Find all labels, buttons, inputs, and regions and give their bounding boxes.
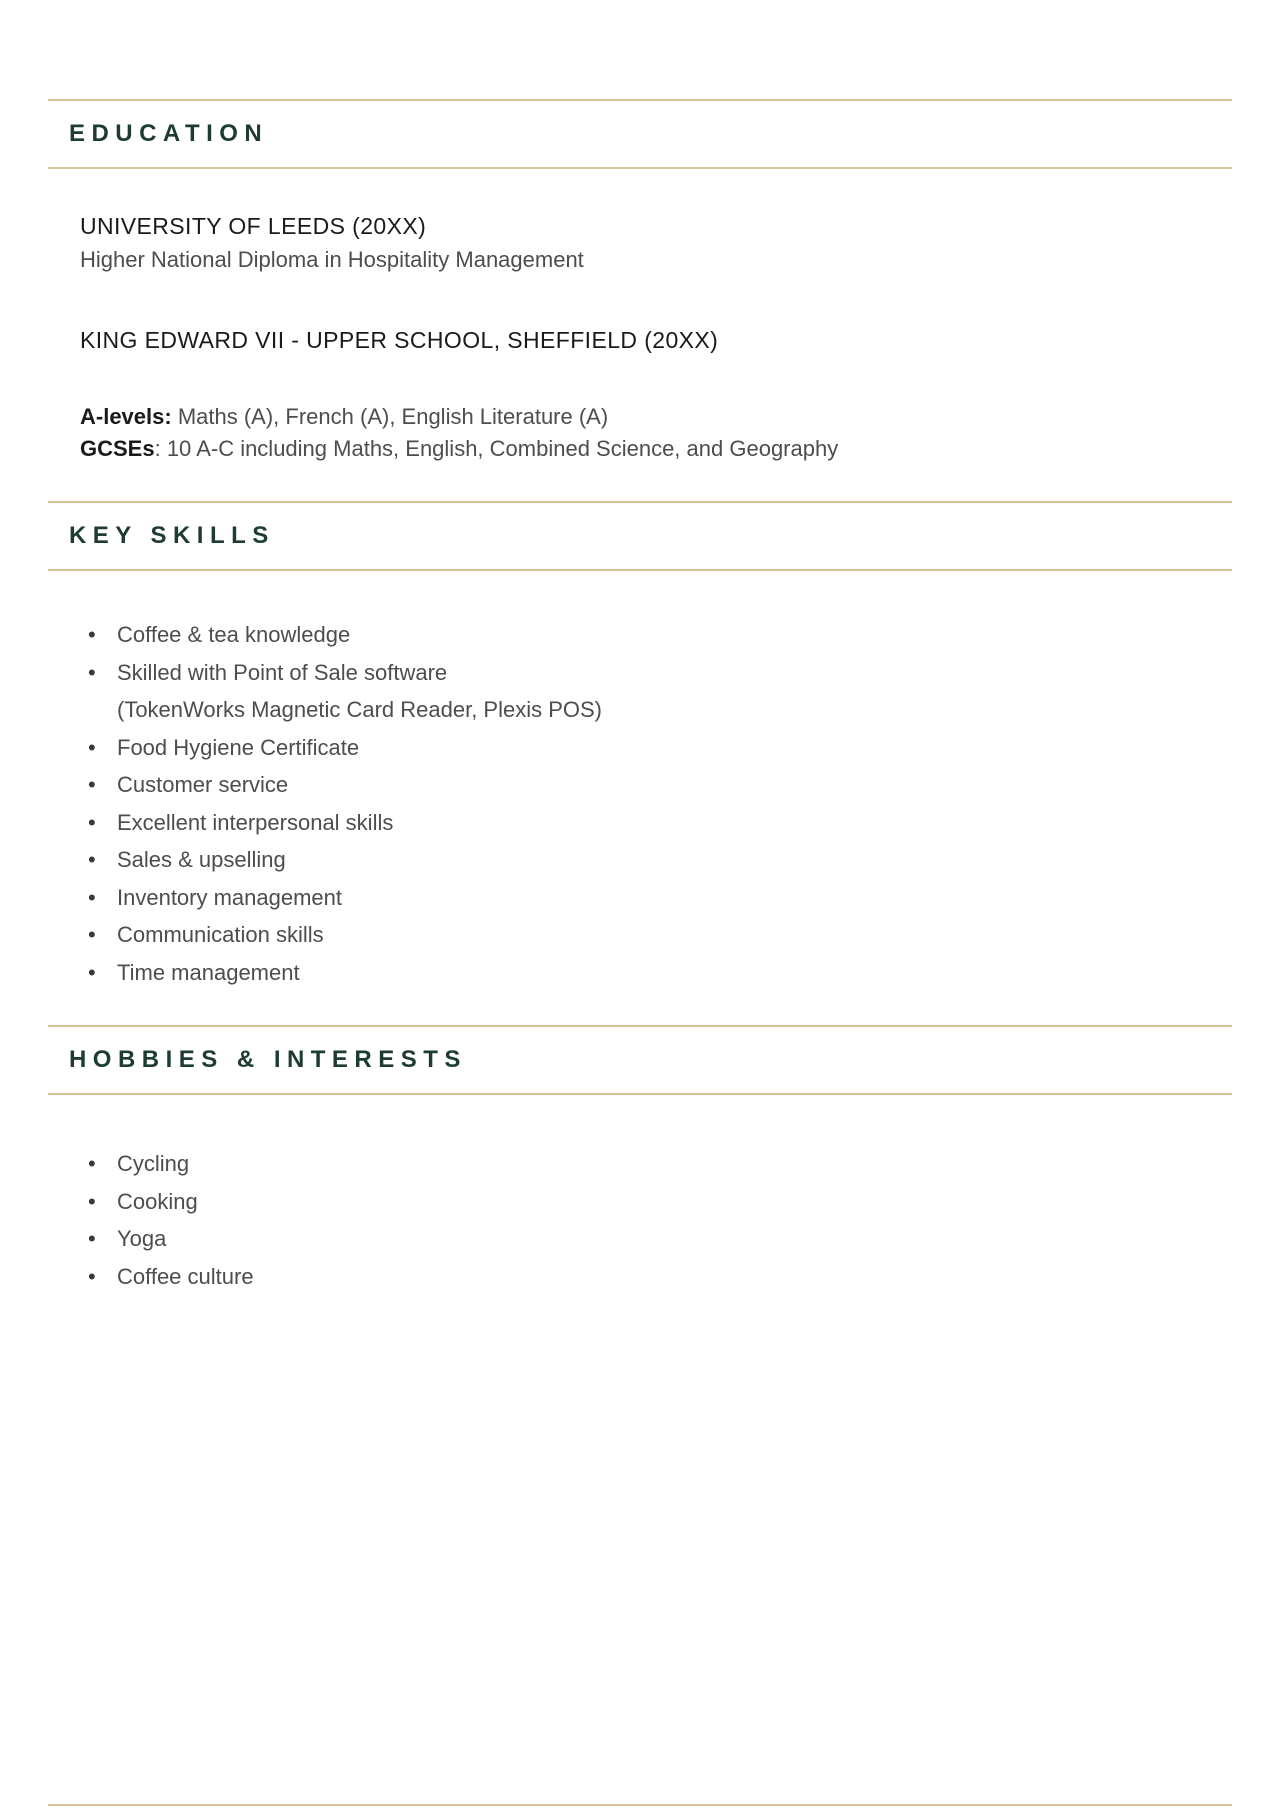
list-item [48, 879, 1232, 917]
a-levels-label: A-levels: [80, 404, 172, 429]
divider [48, 99, 1232, 101]
bullet-icon: • [88, 959, 96, 985]
education-results [80, 401, 1232, 465]
page-bottom-divider [48, 1804, 1232, 1806]
bullet-icon: • [88, 884, 96, 910]
list-item [48, 766, 1232, 804]
hobbies-list [48, 1145, 1232, 1295]
bullet-icon: • [88, 847, 96, 872]
spacer [48, 991, 1232, 1025]
list-item [48, 954, 1232, 992]
bullet-icon: • [88, 622, 96, 647]
skill-text: Sales & upselling [117, 847, 286, 872]
list-item [48, 1183, 1232, 1221]
list-item [48, 841, 1232, 879]
hobby-text: Yoga [117, 1226, 167, 1251]
a-levels-line [80, 401, 1232, 433]
skill-text: Excellent interpersonal skills [117, 809, 394, 835]
hobby-text: Cycling [117, 1151, 190, 1176]
bullet-icon: • [88, 659, 96, 685]
bullet-icon: • [88, 1263, 96, 1289]
education-body [48, 209, 1232, 501]
bullet-icon: • [88, 1151, 96, 1176]
list-item [48, 916, 1232, 954]
skill-text: Time management [117, 959, 300, 985]
gcses-line [80, 433, 1232, 465]
education-degree: Higher National Diploma in Hospitality Management [80, 247, 584, 272]
key-skills-list [48, 616, 1232, 991]
divider [48, 501, 1232, 503]
divider [48, 1093, 1232, 1095]
education-section-title: EDUCATION [69, 120, 269, 147]
list-item [48, 804, 1232, 842]
divider [48, 1025, 1232, 1027]
skill-text: Food Hygiene Certificate [117, 734, 360, 760]
skill-text-continuation: (TokenWorks Magnetic Card Reader, Plexis POS) [117, 697, 602, 722]
section-key-skills [48, 501, 1232, 1025]
hobbies-section-title: HOBBIES & INTERESTS [69, 1046, 467, 1073]
bullet-icon: • [88, 1188, 96, 1214]
list-item [48, 616, 1232, 654]
bullet-icon: • [88, 772, 96, 797]
bullet-icon: • [88, 734, 96, 760]
bullet-icon: • [88, 809, 96, 835]
education-school-name: KING EDWARD VII - UPPER SCHOOL, SHEFFIELD (20XX) [80, 327, 719, 353]
education-school-name: UNIVERSITY OF LEEDS (20XX) [80, 213, 427, 239]
section-education [48, 99, 1232, 501]
list-item [48, 1220, 1232, 1258]
gcses-label: GCSEs [80, 436, 155, 461]
key-skills-section-title: KEY SKILLS [69, 522, 275, 549]
skill-text: Customer service [117, 772, 289, 797]
gcses-value: : 10 A-C including Maths, English, Combined Science, and Geography [154, 436, 839, 461]
divider [48, 569, 1232, 571]
section-hobbies [48, 1025, 1232, 1295]
hobby-text: Coffee culture [117, 1263, 254, 1289]
a-levels-value: Maths (A), French (A), English Literature (A) [171, 404, 609, 429]
bullet-icon: • [88, 922, 96, 947]
skill-text: Communication skills [117, 922, 324, 947]
skill-text: Skilled with Point of Sale software [117, 659, 448, 685]
hobby-text: Cooking [117, 1188, 198, 1214]
list-item [48, 1258, 1232, 1296]
skill-text: Inventory management [117, 884, 343, 910]
spacer [80, 465, 1232, 501]
bullet-icon: • [88, 1226, 96, 1251]
list-item [48, 729, 1232, 767]
list-item [48, 1145, 1232, 1183]
skill-text: Coffee & tea knowledge [117, 622, 351, 647]
divider [48, 167, 1232, 169]
list-item [48, 654, 1232, 729]
